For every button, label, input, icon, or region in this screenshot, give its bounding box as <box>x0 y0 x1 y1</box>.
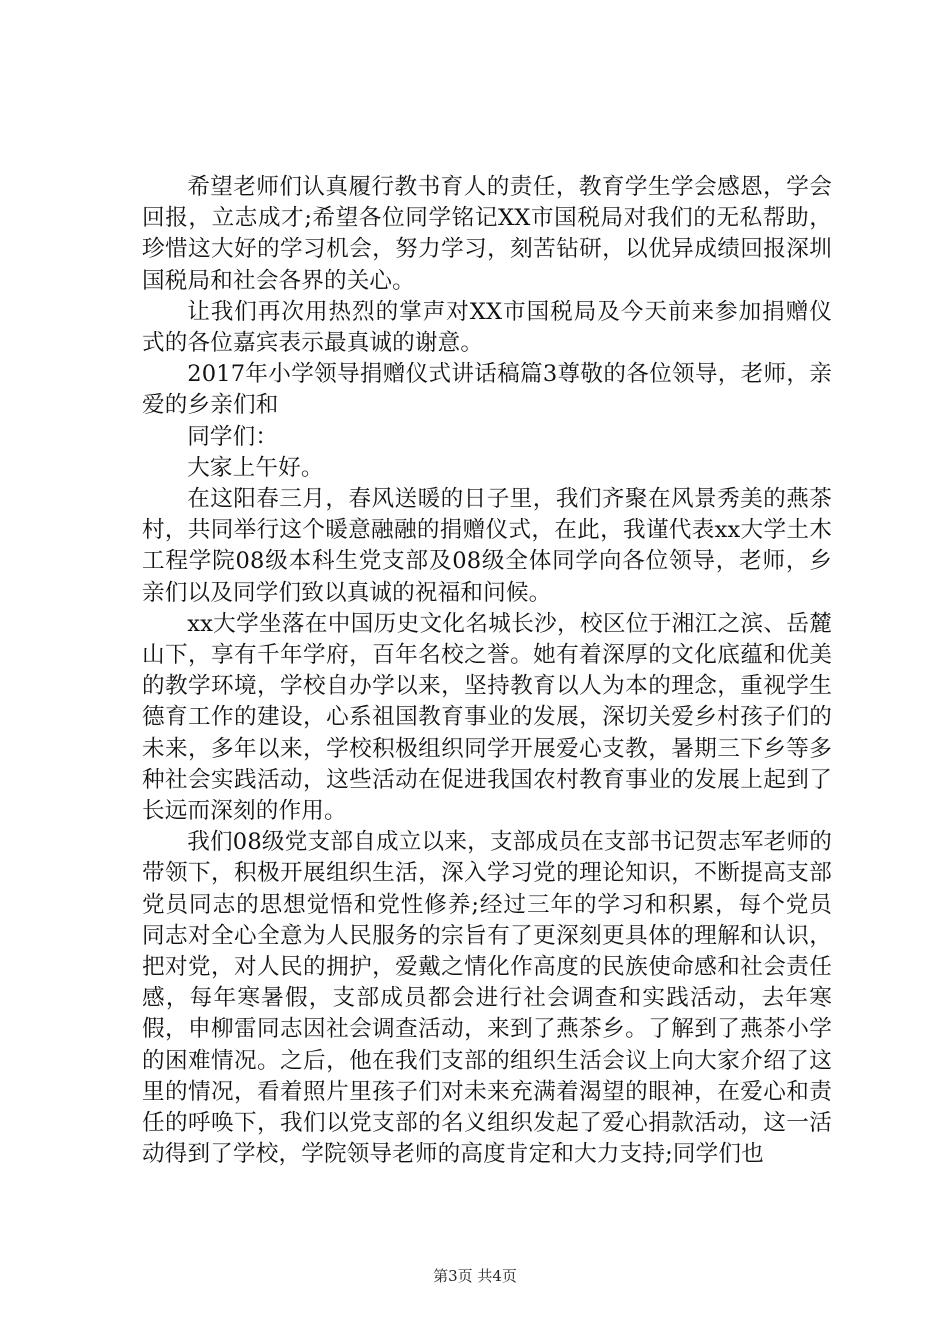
page-number: 第3页 共4页 <box>433 1267 517 1285</box>
paragraph: 让我们再次用热烈的掌声对XX市国税局及今天前来参加捐赠仪式的各位嘉宾表示最真诚的谢意。 <box>142 298 832 357</box>
paragraph: 2017年小学领导捐赠仪式讲话稿篇3尊敬的各位领导，老师，亲爱的乡亲们和 <box>142 361 832 419</box>
paragraph: 大家上午好。 <box>187 454 324 481</box>
body-text <box>142 172 832 1171</box>
paragraph: 我们08级党支部自成立以来，支部成员在支部书记贺志军老师的带领下，积极开展组织生活，深入学习党的理论知识，不断提高支部党员同志的思想觉悟和党性修养;经过三年的学习和积累，每个党员同志对全心全意为人民服务的宗旨有了更深刻更具体的理解和认识，把对党，对人民的拥护，爱戴之情化作高度的民族使命感和社会责任感，每年寒暑假，支部成员都会进行社会调查和实践活动，去年寒假，申柳雷同志因社会调查活动，来到了燕茶乡。了解到了燕茶小学的困难情况。之后，他在我们支部的组织生活会议上向大家介绍了这里的情况，看着照片里孩子们对未来充满着渴望的眼神，在爱心和责任的呼唤下，我们以党支部的名义组织发起了爱心捐款活动，这一活动得到了学校，学院领导老师的高度肯定和大力支持;同学们也 <box>142 829 832 1168</box>
paragraph: 在这阳春三月，春风送暖的日子里，我们齐聚在风景秀美的燕茶村，共同举行这个暖意融融的捐赠仪式，在此，我谨代表xx大学土木工程学院08级本科生党支部及08级全体同学向各位领导，老师，乡亲们以及同学们致以真诚的祝福和问候。 <box>142 486 832 606</box>
paragraph: xx大学坐落在中国历史文化名城长沙，校区位于湘江之滨、岳麓山下，享有千年学府，百年名校之誉。她有着深厚的文化底蕴和优美的教学环境，学校自办学以来，坚持教育以人为本的理念，重视学生德育工作的建设，心系祖国教育事业的发展，深切关爱乡村孩子们的未来，多年以来，学校积极组织同学开展爱心支教，暑期三下乡等多种社会实践活动，这些活动在促进我国农村教育事业的发展上起到了长远而深刻的作用。 <box>142 610 832 825</box>
paragraph: 同学们： <box>187 423 279 450</box>
paragraph: 希望老师们认真履行教书育人的责任，教育学生学会感恩，学会回报，立志成才;希望各位同学铭记XX市国税局对我们的无私帮助，珍惜这大好的学习机会，努力学习，刻苦钻研，以优异成绩回报深圳国税局和社会各界的关心。 <box>142 174 832 294</box>
page-footer <box>0 1265 950 1286</box>
